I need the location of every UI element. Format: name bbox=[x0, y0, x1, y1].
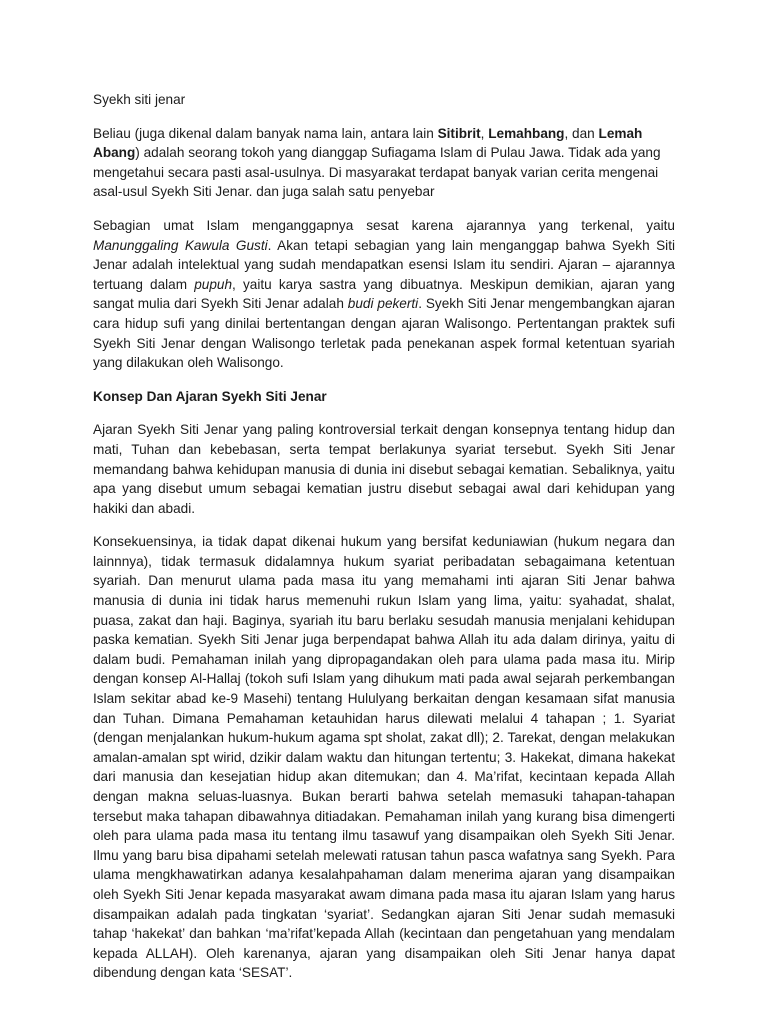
term-pupuh: pupuh bbox=[194, 276, 233, 292]
section-heading: Konsep Dan Ajaran Syekh Siti Jenar bbox=[93, 388, 327, 404]
paragraph-teachings-text-1: Sebagian umat Islam menganggapnya sesat karena ajarannya yang terkenal, yaitu bbox=[93, 217, 675, 233]
paragraph-teachings bbox=[93, 216, 675, 373]
paragraph-teachings-text-3: , yaitu karya sastra yang dibuatnya. Meskipun demikian, ajaran yang sangat mulia dari Syekh Siti Jenar adalah bbox=[93, 276, 675, 312]
paragraph-intro-text-4: ) adalah seorang tokoh yang dianggap Sufiagama Islam di Pulau Jawa. Tidak ada yang mengetahui secara pasti asal-usulnya. Di masyarakat terdapat banyak varian cerita mengenai asal-usul Syekh Siti Jenar. dan juga salah satu penyebar bbox=[93, 145, 661, 200]
paragraph-teachings-text-4: . Syekh Siti Jenar mengembangkan ajaran cara hidup sufi yang dinilai bertentangan dengan ajaran Walisongo. Pertentangan praktek sufi Syekh Siti Jenar dengan Walisongo terletak pada penekanan aspek formal ketentuan syariah yang dilakukan oleh Walisongo. bbox=[93, 296, 675, 371]
paragraph-consequences: Konsekuensinya, ia tidak dapat dikenai hukum yang bersifat keduniawian (hukum negara dan lainnnya), tidak termasuk didalamnya hukum syariat peribadatan sebagaimana ketentuan syariah. Dan menurut ulama pada masa itu yang memahami inti ajaran Siti Jenar bahwa manusia di dunia ini tidak harus memenuhi rukun Islam yang lima, yaitu: syahadat, shalat, puasa, zakat dan haji. Baginya, syariah itu baru berlaku sesudah manusia menjalani kehidupan paska kematian. Syekh Siti Jenar juga berpendapat bahwa Allah itu ada dalam dirinya, yaitu di dalam budi. Pemahaman inilah yang dipropagandakan oleh para ulama pada masa itu. Mirip dengan konsep Al-Hallaj (tokoh sufi Islam yang dihukum mati pada awal sejarah perkembangan Islam sekitar abad ke-9 Masehi) tentang Hululyang berkaitan dengan kesamaan sifat manusia dan Tuhan. Dimana Pemahaman ketauhidan harus dilewati melalui 4 tahapan ; 1. Syariat (dengan menjalankan hukum-hukum agama spt sholat, zakat dll); 2. Tarekat, dengan melakukan amalan-amalan spt wirid, dzikir dalam waktu dan hitungan tertentu; 3. Hakekat, dimana hakekat dari manusia dan kesejatian hidup akan ditemukan; dan 4. Ma’rifat, kecintaan kepada Allah dengan makna seluas-luasnya. Bukan berarti bahwa setelah memasuki tahapan-tahapan tersebut maka tahapan dibawahnya ditiadakan. Pemahaman inilah yang kurang bisa dimengerti oleh para ulama pada masa itu tentang ilmu tasawuf yang disampaikan oleh Syekh Siti Jenar. Ilmu yang baru bisa dipahami setelah melewati ratusan tahun pasca wafatnya sang Syekh. Para ulama mengkhawatirkan adanya kesalahpahaman dalam menerima ajaran yang disampaikan oleh Syekh Siti Jenar kepada masyarakat awam dimana pada masa itu ajaran Islam yang harus disampaikan adalah pada tingkatan ‘syariat’. Sedangkan ajaran Siti Jenar sudah memasuki tahap ‘hakekat’ dan bahkan ‘ma’rifat’kepada Allah (kecintaan dan pengetahuan yang mendalam kepada ALLAH). Oleh karenanya, ajaran yang disampaikan oleh Siti Jenar hanya dapat dibendung dengan kata ‘SESAT’. bbox=[93, 534, 675, 981]
term-manunggaling-kawula-gusti: Manunggaling Kawula Gusti bbox=[93, 237, 268, 253]
document-page bbox=[93, 90, 675, 997]
alias-lemah-abang: Lemah Abang bbox=[93, 125, 643, 161]
term-budi-pekerti: budi pekerti bbox=[347, 296, 419, 312]
paragraph-intro-text-2: , bbox=[480, 125, 489, 141]
paragraph-teachings-text-2: . Akan tetapi sebagian yang lain menganggap bahwa Syekh Siti Jenar adalah intelektual yang sudah mendapatkan esensi Islam itu sendiri. Ajaran – ajarannya tertuang dalam bbox=[93, 237, 675, 292]
paragraph-intro-text-3: , dan bbox=[564, 125, 599, 141]
alias-lemahbang: Lemahbang bbox=[488, 125, 565, 141]
paragraph-concept: Ajaran Syekh Siti Jenar yang paling kontroversial terkait dengan konsepnya tentang hidup dan mati, Tuhan dan kebebasan, serta tempat berlakunya syariat tersebut. Syekh Siti Jenar memandang bahwa kehidupan manusia di dunia ini disebut sebagai kematian. Sebaliknya, yaitu apa yang disebut umum sebagai kematian justru disebut sebagai awal dari kehidupan yang hakiki dan abadi. bbox=[93, 422, 675, 516]
alias-sitibrit: Sitibrit bbox=[437, 125, 481, 141]
paragraph-intro bbox=[93, 124, 675, 202]
paragraph-intro-text-1: Beliau (juga dikenal dalam banyak nama lain, antara lain bbox=[93, 125, 438, 141]
document-title: Syekh siti jenar bbox=[93, 92, 186, 107]
